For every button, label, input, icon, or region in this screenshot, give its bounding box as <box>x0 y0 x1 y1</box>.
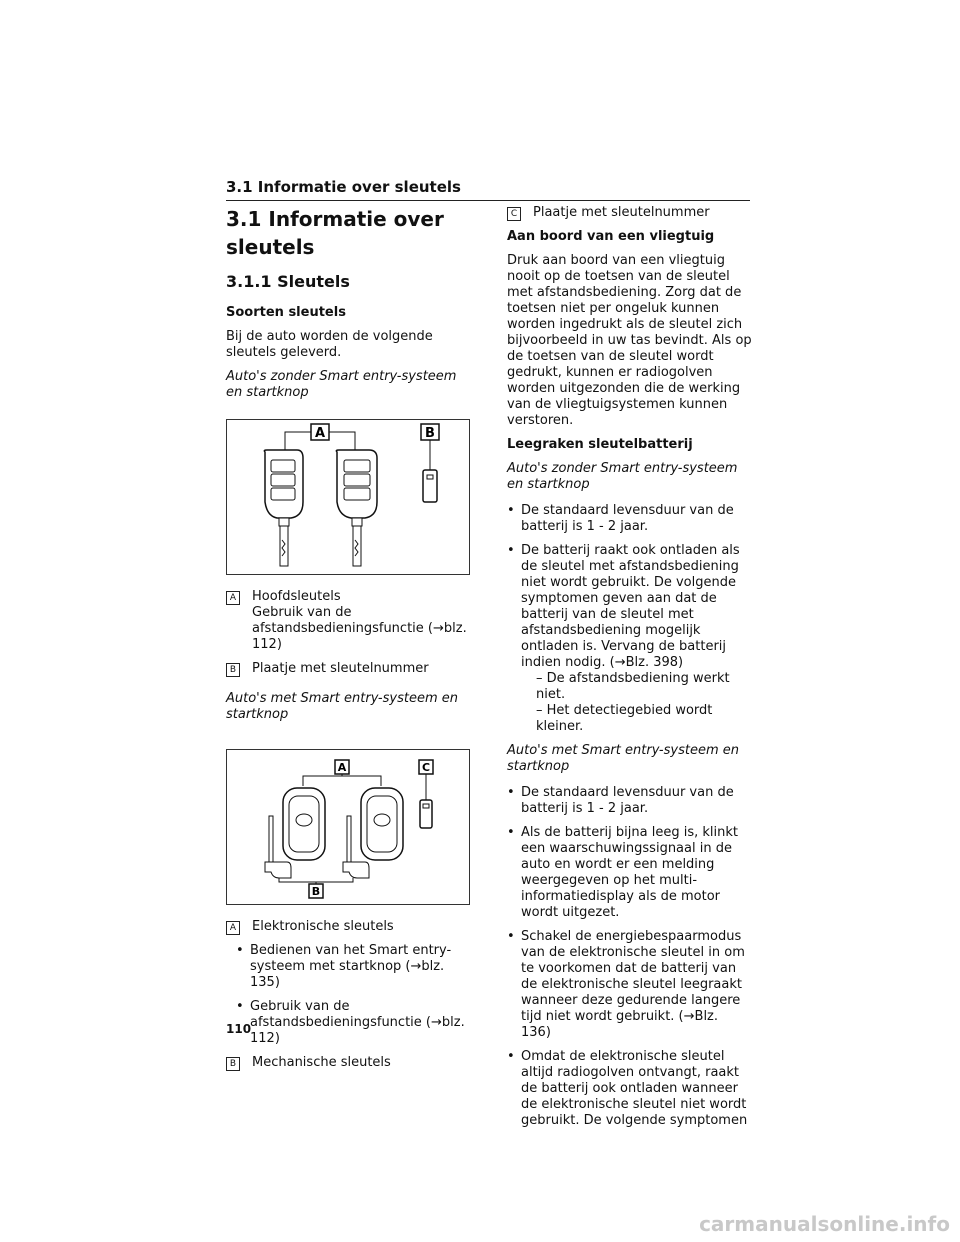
condition-smart-entry: Auto's met Smart entry-systeem en startknop <box>226 691 458 722</box>
key-number-plate <box>423 470 437 502</box>
section-title: 3.1 Informatie over sleutels <box>226 207 444 259</box>
battery-heading: Leegraken sleutelbatterij <box>507 437 693 452</box>
electronic-key-1 <box>283 788 325 860</box>
legend-tag-b2: B <box>226 1057 240 1071</box>
legend-text-number-plate-c: Plaatje met sleutelnummer <box>533 205 710 220</box>
list-item: • De batterij raakt ook ontladen als de sleutel met afstandsbediening niet wordt gebruikt. De volgende symptomen geven aan dat de batterij van de sleutel met afstandsbediening mogelijk ontladen is. Vervang de batterij indien nodig. (→Blz. 398) – De afstandsbediening werkt niet. – Het detectiegebied wordt kleiner. <box>507 543 752 735</box>
key-number-plate <box>420 800 432 828</box>
page-number: 110 <box>226 1022 252 1036</box>
legend-subtext-remote: Gebruik van de afstandsbedieningsfunctie (→blz. 112) <box>252 605 467 652</box>
watermark: carmanualsonline.info <box>699 1212 950 1236</box>
list-item: • De standaard levensduur van de batterij is 1 - 2 jaar. <box>507 785 734 816</box>
airplane-text: Druk aan boord van een vliegtuig nooit op de toetsen van de sleutel met afstandsbediening. Zorg dat de toetsen niet per ongeluk kunnen worden ingedrukt als de sleutel zich bijvoorbeeld in uw tas bevindt. Als op de toetsen van de sleutel wordt gedrukt, kunnen er radiogolven worden uitgezonden die de werking van de vliegtuigsystemen kunnen verstoren. <box>507 253 752 428</box>
legend-text-mechanical-keys: Mechanische sleutels <box>252 1055 391 1070</box>
legend-text-number-plate: Plaatje met sleutelnummer <box>252 661 429 676</box>
condition-no-smart-entry: Auto's zonder Smart entry-systeem en startknop <box>226 369 457 400</box>
label-b: B <box>311 885 321 898</box>
subsection-title: 3.1.1 Sleutels <box>226 272 350 291</box>
legend-text-electronic-keys: Elektronische sleutels <box>252 919 394 934</box>
types-heading: Soorten sleutels <box>226 305 346 320</box>
figure-key-types-smart <box>226 749 470 905</box>
label-a: A <box>314 426 326 441</box>
legend-tag-c: C <box>507 207 521 221</box>
list-item: • Bedienen van het Smart entry-systeem met startknop (→blz. 135) <box>236 943 452 990</box>
condition-smart-entry-2: Auto's met Smart entry-systeem en startknop <box>507 743 739 774</box>
symptom-item: – De afstandsbediening werkt niet. <box>536 671 730 702</box>
airplane-heading: Aan boord van een vliegtuig <box>507 229 715 244</box>
header-rule <box>226 200 750 201</box>
list-item: • Schakel de energiebespaarmodus van de elektronische sleutel in om te voorkomen dat de batterij van de elektronische sleutel leegraakt wanneer deze gedurende langere tijd niet wordt gebruikt. (→Blz. 136) <box>507 929 745 1040</box>
legend-item-mechanical <box>226 1055 471 1071</box>
list-item: • De standaard levensduur van de batterij is 1 - 2 jaar. <box>507 503 734 534</box>
legend-tag-a: A <box>226 591 240 605</box>
symptom-item: – Het detectiegebied wordt kleiner. <box>536 703 713 734</box>
keys-illustration <box>227 420 469 574</box>
label-c: C <box>421 761 431 774</box>
legend-tag-a2: A <box>226 921 240 935</box>
left-column <box>226 205 471 1079</box>
condition-no-smart-entry-2: Auto's zonder Smart entry-systeem en startknop <box>507 461 738 492</box>
legend-tag-b: B <box>226 663 240 677</box>
legend-text-main-keys: Hoofdsleutels <box>252 589 341 604</box>
label-a: A <box>337 761 347 774</box>
main-key-2 <box>336 450 377 566</box>
electronic-key-2 <box>361 788 403 860</box>
list-item: • Gebruik van de afstandsbedieningsfunctie (→blz. 112) <box>236 999 465 1046</box>
list-item: • Als de batterij bijna leeg is, klinkt een waarschuwingssignaal in de auto en wordt er een melding weergegeven op het multi-informatiedisplay als de motor wordt uitgezet. <box>507 825 738 920</box>
list-item: • Omdat de elektronische sleutel altijd radiogolven ontvangt, raakt de batterij ook ontladen wanneer de elektronische sleutel niet wordt gebruikt. De volgende symptomen <box>507 1049 748 1128</box>
legend-item-b <box>226 661 471 677</box>
legend-item-electronic <box>226 919 471 935</box>
header-section-title: 3.1 Informatie over sleutels <box>226 178 461 196</box>
intro-text: Bij de auto worden de volgende sleutels geleverd. <box>226 329 433 360</box>
figure-key-types-standard <box>226 419 470 575</box>
legend-item-c <box>507 205 752 221</box>
legend-item-a <box>226 589 471 653</box>
main-key-1 <box>264 450 303 566</box>
right-column <box>507 205 752 1137</box>
smart-keys-illustration <box>227 750 469 904</box>
label-b: B <box>425 426 435 441</box>
